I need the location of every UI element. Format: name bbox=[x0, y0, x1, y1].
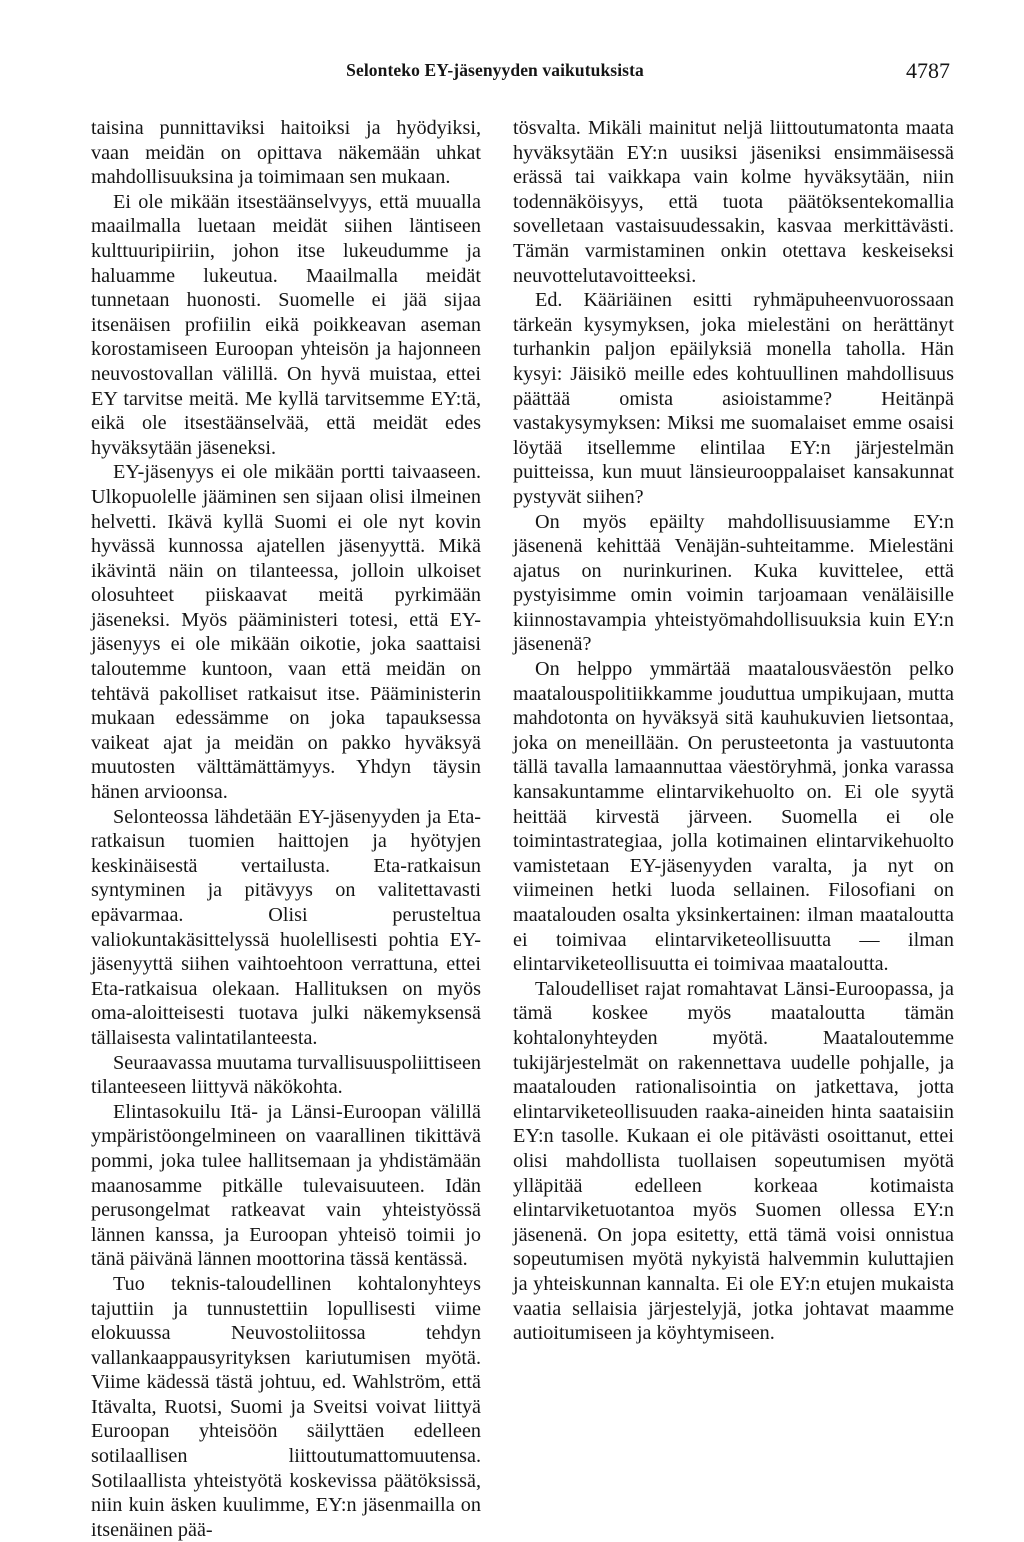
paragraph: taisina punnittaviksi haitoiksi ja hyödyiksi, vaan meidän on opittava näkemään uhkat mahdollisuuksina ja toimimaan sen mukaan. bbox=[91, 117, 481, 189]
paragraph: On myös epäilty mahdollisuusiamme EY:n jäsenenä kehittää Venäjän-suhteitamme. Mielestäni ajatus on nurinkurinen. Kuka kuvittelee, että pystyisimme omin voimin tarjoamaan venäläisille kiinnostavampia yhteistyömahdollisuuksia kuin EY:n jäsenenä? bbox=[513, 510, 954, 656]
right-column bbox=[513, 116, 954, 1346]
left-column bbox=[91, 116, 481, 1542]
page-number: 4787 bbox=[906, 58, 950, 83]
paragraph: Ed. Kääriäinen esitti ryhmäpuheenvuorossaan tärkeän kysymyksen, joka mielestäni on herättänyt turhankin paljon epäilyksiä monella taholla. Hän kysyi: Jäisikö meille edes kohtuullinen mahdollisuus päättää omista asioistamme? Heitänpä vastakysymyksen: Miksi me suomalaiset emme osaisi löytää itsellemme elintilaa EY:n järjestelmän puitteissa, kun muut länsieurooppalaiset kansakunnat pystyvät siihen? bbox=[513, 289, 954, 508]
paragraph: Seuraavassa muutama turvallisuuspoliittiseen tilanteeseen liittyvä näkökohta. bbox=[91, 1051, 481, 1099]
paragraph: Taloudelliset rajat romahtavat Länsi-Euroopassa, ja tämä koskee myös maataloutta tämän kohtalonyhteyden myötä. Maataloutemme tukijärjestelmät on rakennettava uudelle pohjalle, ja maatalouden rationalisointia on jatkettava, jotta elintarviketeollisuuden raaka-aineiden hinta saataisiin EY:n tasolle. Kukaan ei ole pitävästi osoittanut, ettei olisi mahdollista tuollaisen sopeutumisen myötä ylläpitää edelleen korkeaa kotimaista elintarviketuotantoa myös Suomen ollessa EY:n jäsenenä. On jopa esitetty, että tämä voisi onnistua sopeutumisen myötä nykyistä halvemmin kuluttajien ja yhteiskunnan kannalta. Ei ole EY:n etujen mukaista vaatia sellaisia järjestelyjä, jotka johtavat maamme autioitumiseen ja köyhtymiseen. bbox=[513, 977, 954, 1345]
paragraph: Elintasokuilu Itä- ja Länsi-Euroopan välillä ympäristöongelmineen on vaarallinen tikittävä pommi, joka tulee hallitsemaan ja yhdistämään maanosamme pitkälle tulevaisuuteen. Idän perusongelmat ratkeavat vain yhteistyössä lännen kanssa, ja Euroopan yhteisö toimii jo tänä päivänä lännen moottorina tässä kentässä. bbox=[91, 1100, 481, 1271]
paragraph: EY-jäsenyys ei ole mikään portti taivaaseen. Ulkopuolelle jääminen sen sijaan olisi ilmeinen helvetti. Ikävä kyllä Suomi ei ole nyt kovin hyvässä kunnossa ajatellen jäsenyyttä. Mikä ikävintä näin on tilanteessa, jolloin ulkoiset olosuhteet piiskaavat meitä pyrkimään jäseneksi. Myös pääministeri totesi, että EY-jäsenyys ei ole mikään oikotie, joka saattaisi taloutemme kuntoon, vaan että meidän on tehtävä pakolliset ratkaisut itse. Pääministerin mukaan edessämme on joka tapauksessa vaikeat ajat ja meidän on pakko hyväksyä muutosten välttämättämyys. Yhdyn täysin hänen arvioonsa. bbox=[91, 461, 481, 804]
running-title: Selonteko EY-jäsenyyden vaikutuksista bbox=[346, 60, 644, 80]
paragraph: Tuo teknis-taloudellinen kohtalonyhteys tajuttiin ja tunnustettiin lopullisesti viime elokuussa Neuvostoliitossa tehdyn vallankaappausyrityksen kariutumisen myötä. Viime kädessä tästä johtuu, ed. Wahlström, että Itävalta, Ruotsi, Suomi ja Sveitsi voivat liittyä Euroopan yhteisöön säilyttäen edelleen sotilaallisen liittoutumattomuutensa. Sotilaallista yhteistyötä koskevissa päätöksissä, niin kuin äsken kuulimme, EY:n jäsenmailla on itsenäinen pää- bbox=[91, 1272, 481, 1541]
paragraph: On helppo ymmärtää maatalousväestön pelko maatalouspolitiikkamme jouduttua umpikujaan, mutta mahdotonta on hyväksyä sitä kauhukuvien lietsontaa, joka on meneillään. On perusteetonta ja vastuutonta tällä tavalla lamaannuttaa väestöryhmä, jonka varassa kansakuntamme elintarvikehuolto on. Ei ole syytä heittää kirvestä järveen. Suomella ei ole toimintastrategiaa, jolla kotimainen elintarvikehuolto vamistetaan EY-jäsenyyden varalta, ja nyt on viimeinen hetki luoda sellainen. Filosofiani on maatalouden osalta yksinkertainen: ilman maataloutta ei toimivaa elintarviketeollisuutta — ilman elintarviketeollisuutta ei toimivaa maataloutta. bbox=[513, 658, 954, 976]
paragraph: Ei ole mikään itsestäänselvyys, että muualla maailmalla luetaan meidät siihen läntiseen kulttuuripiiriin, johon itse lukeudumme ja haluamme lukeutua. Maailmalla meidät tunnetaan huonosti. Suomelle ei jää sijaa itsenäisen profiilin eikä poikkeavan aseman korostamiseen Euroopan yhteisön ja hajonneen neuvostovallan välillä. On hyvä muistaa, ettei EY tarvitse meitä. Me kyllä tarvitsemme EY:tä, eikä ole itsestäänselvää, että meidät edes hyväksytään jäseneksi. bbox=[91, 190, 481, 459]
paragraph: Selonteossa lähdetään EY-jäsenyyden ja Eta-ratkaisun tuomien haittojen ja hyötyjen keskinäisestä vertailusta. Eta-ratkaisun syntyminen ja pitävyys on valitettavasti epävarmaa. Olisi perusteltua valiokuntakäsittelyssä huolellisesti pohtia EY-jäsenyyttä siihen vaihtoehtoon verrattuna, ettei Eta-ratkaisua olekaan. Hallituksen on myös oma-aloitteisesti tuotava julki näkemyksensä tällaisesta valintatilanteesta. bbox=[91, 805, 481, 1049]
paragraph: tösvalta. Mikäli mainitut neljä liittoutumatonta maata hyväksytään EY:n uusiksi jäseniksi ensimmäisessä erässä tai vaikkapa vain kolme hyväksytään, niin todennäköisyys, että tuota päätöksentekomallia sovelletaan vastaisuudessakin, kasvaa merkittävästi. Tämän varmistaminen onkin otettava keskeiseksi neuvottelutavoitteeksi. bbox=[513, 117, 954, 287]
page-header bbox=[40, 58, 950, 88]
